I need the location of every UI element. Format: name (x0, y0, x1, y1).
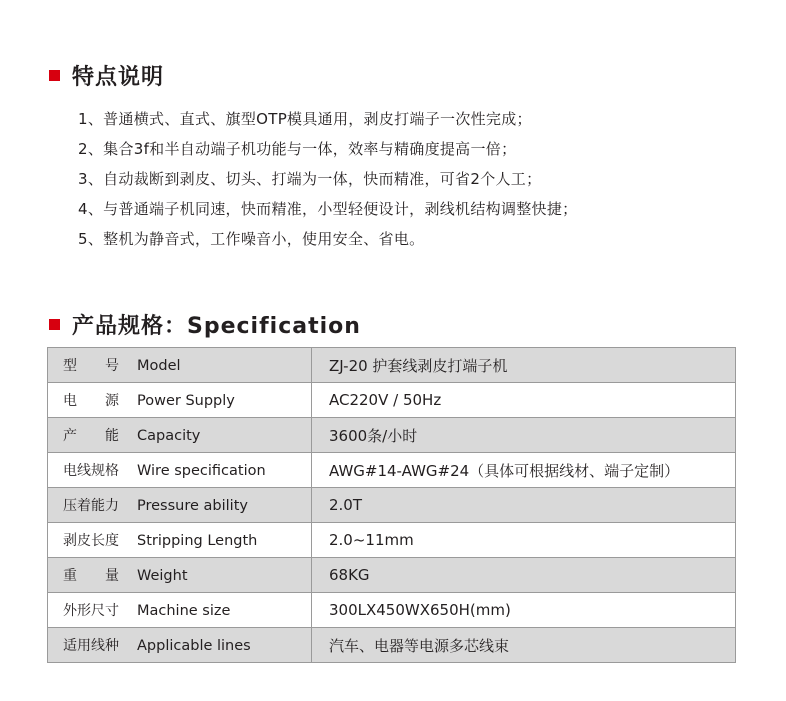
spec-label (48, 558, 312, 593)
spec-label (48, 523, 312, 558)
spec-value: 300LX450WX650H(mm) (312, 593, 736, 628)
spec-label-en: Capacity (137, 428, 201, 444)
spec-label-zh: 重 量 (63, 568, 119, 584)
spec-label (48, 348, 312, 383)
table-row (48, 523, 736, 558)
spec-label-en: Applicable lines (137, 638, 251, 654)
spec-heading (49, 309, 361, 340)
features-heading (49, 60, 164, 91)
spec-label-zh: 电线规格 (63, 463, 119, 479)
spec-label (48, 383, 312, 418)
spec-label-zh: 产 能 (63, 428, 119, 444)
feature-item: 5、整机为静音式，工作噪音小，使用安全、省电。 (78, 230, 425, 248)
spec-title: 产品规格：Specification (72, 314, 361, 339)
spec-value: 2.0~11mm (312, 523, 736, 558)
spec-value: AWG#14-AWG#24（具体可根据线材、端子定制） (312, 453, 736, 488)
spec-value: 68KG (312, 558, 736, 593)
spec-label-zh: 型 号 (63, 358, 119, 374)
spec-value: 3600条/小时 (312, 418, 736, 453)
spec-label-en: Model (137, 358, 181, 374)
spec-label (48, 488, 312, 523)
spec-label (48, 418, 312, 453)
spec-label-zh: 外形尺寸 (63, 603, 119, 619)
spec-label-en: Wire specification (137, 463, 266, 479)
spec-label-en: Machine size (137, 603, 231, 619)
table-row (48, 593, 736, 628)
table-row (48, 348, 736, 383)
red-square-icon (49, 70, 60, 81)
spec-value: AC220V / 50Hz (312, 383, 736, 418)
feature-item: 3、自动裁断到剥皮、切头、打端为一体，快而精准，可省2个人工； (78, 170, 542, 188)
table-row (48, 488, 736, 523)
spec-label-en: Pressure ability (137, 498, 248, 514)
spec-label-en: Stripping Length (137, 533, 258, 549)
features-title: 特点说明 (72, 65, 165, 90)
spec-value: ZJ-20 护套线剥皮打端子机 (312, 348, 736, 383)
spec-table (47, 347, 736, 663)
table-row (48, 383, 736, 418)
spec-label-en: Weight (137, 568, 188, 584)
feature-item: 4、与普通端子机同速，快而精准，小型轻便设计，剥线机结构调整快捷； (78, 200, 578, 218)
features-list (78, 104, 577, 254)
table-row (48, 453, 736, 488)
spec-label (48, 593, 312, 628)
spec-label-zh: 电 源 (63, 393, 119, 409)
table-row (48, 628, 736, 663)
spec-value: 汽车、电器等电源多芯线束 (312, 628, 736, 663)
feature-item: 1、普通横式、直式、旗型OTP模具通用，剥皮打端子一次性完成； (78, 110, 532, 128)
spec-label-zh: 压着能力 (63, 498, 119, 514)
spec-label (48, 453, 312, 488)
red-square-icon (49, 319, 60, 330)
spec-label-zh: 剥皮长度 (63, 533, 119, 549)
feature-item: 2、集合3f和半自动端子机功能与一体，效率与精确度提高一倍； (78, 140, 517, 158)
spec-label (48, 628, 312, 663)
spec-value: 2.0T (312, 488, 736, 523)
spec-label-zh: 适用线种 (63, 638, 119, 654)
spec-label-en: Power Supply (137, 393, 235, 409)
table-row (48, 558, 736, 593)
table-row (48, 418, 736, 453)
